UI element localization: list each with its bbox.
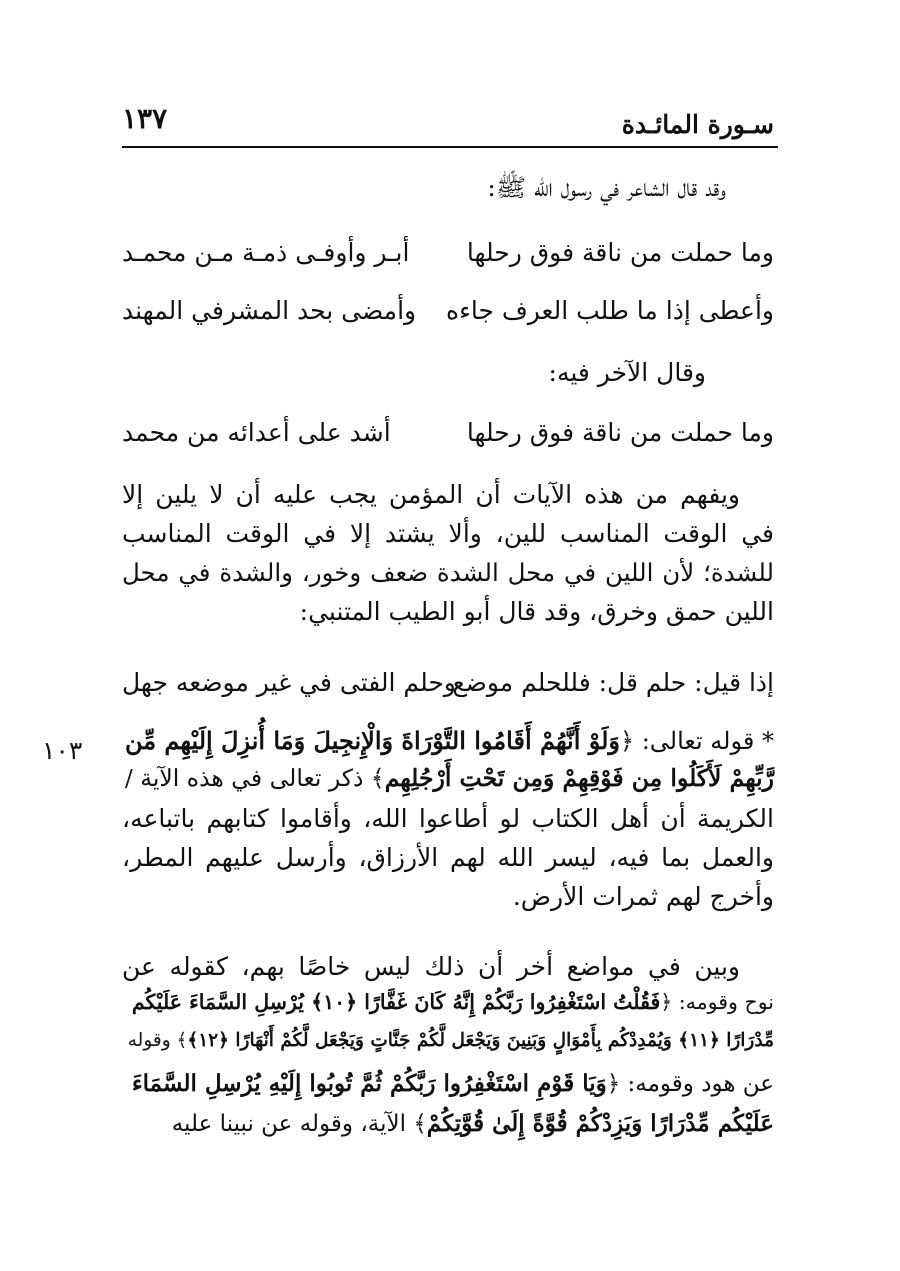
paragraph-line: ويفهم من هذه الآيات أن المؤمن يجب عليه أن لا يلين إلا (122, 480, 740, 509)
surah-title: سـورة المائـدة (621, 110, 774, 139)
commentary-text: نوح وقومه: ﴿ (660, 990, 774, 1014)
quran-verse-text: عَلَيْكُم مِّدْرَارًا وَيَزِدْكُمْ قُوَّةً إِلَىٰ قُوَّتِكُمْ (426, 1110, 774, 1137)
poem-intro-1-text: وقد قال الشاعر في رسول الله ﷺ: (487, 173, 726, 202)
paragraph-line: الكريمة أن أهل الكتاب لو أطاعوا الله، وأقاموا كتابهم باتباعه، (122, 804, 774, 833)
verse-first-hemistich: وما حملت من ناقة فوق رحلها (466, 418, 774, 447)
verse-row (122, 296, 774, 330)
page-number: ١٣٧ (122, 102, 168, 135)
quran-verse-text: وَيَا قَوْمِ اسْتَغْفِرُوا رَبَّكُمْ ثُمَّ تُوبُوا إِلَيْهِ يُرْسِلِ السَّمَاءَ (131, 1070, 607, 1097)
paragraph-2 (122, 726, 774, 926)
paragraph-line: وأخرج لهم ثمرات الأرض. (512, 882, 774, 911)
header-rule (122, 146, 778, 148)
paragraph-line (122, 1110, 774, 1137)
paragraph-line: اللين حمق وخرق، وقد قال أبو الطيب المتنبي: (299, 597, 774, 626)
quran-verse-text: مِّدْرَارًا ﴿١١﴾ وَيُمْدِدْكُم بِأَمْوَالٍ وَبَنِينَ وَيَجْعَل لَّكُمْ جَنَّاتٍ وَيَجْعَل لَّكُمْ أَنْهَارًا ﴿١٢﴾ (187, 1030, 774, 1051)
paragraph-line: في الوقت المناسب للين، وألا يشتد إلا في الوقت المناسب (122, 519, 774, 548)
quran-verse-text: وَلَوْ أَنَّهُمْ أَقَامُوا التَّوْرَاةَ وَالْإِنجِيلَ وَمَا أُنزِلَ إِلَيْهِم مِّن (124, 726, 621, 755)
paragraph-3 (122, 952, 774, 1172)
verse-row (122, 668, 774, 702)
commentary-text: ﴾ وقوله (127, 1030, 188, 1051)
verse-second-hemistich: وأمضى بحد المشرفي المهند (122, 296, 417, 325)
verse-second-hemistich: أبـر وأوفـى ذمـة مـن محمـد (122, 238, 410, 267)
commentary-text: ﴾ الآية، وقوله عن نبينا عليه (171, 1111, 427, 1137)
paragraph-line: وبين في مواضع أخر أن ذلك ليس خاصًا بهم، كقوله عن (122, 952, 740, 981)
verse-first-hemistich: وما حملت من ناقة فوق رحلها (466, 238, 774, 267)
paragraph-line (122, 726, 774, 755)
paragraph-line: والعمل بما فيه، ليسر الله لهم الأرزاق، وأرسل عليهم المطر، (122, 843, 774, 872)
commentary-text: عن هود وقومه: ﴿ (606, 1071, 774, 1097)
quran-verse-text: فَقُلْتُ اسْتَغْفِرُوا رَبَّكُمْ إِنَّهُ كَانَ غَفَّارًا ﴿١٠﴾ يُرْسِلِ السَّمَاءَ عَلَيْكُم (131, 990, 661, 1014)
paragraph-1 (122, 480, 774, 640)
paragraph-line (122, 990, 774, 1014)
paragraph-line (122, 1030, 774, 1051)
poem-intro-1 (122, 172, 774, 206)
commentary-text: * قوله تعالى: ﴿ (620, 727, 774, 755)
paragraph-line: للشدة؛ لأن اللين في محل الشدة ضعف وخور، والشدة في محل (122, 558, 774, 587)
verse-second-hemistich: وحلم الفتى في غير موضعه جهل (122, 668, 456, 697)
paragraph-line (122, 1070, 774, 1097)
commentary-text: ﴾ ذكر تعالى في هذه الآية / (124, 764, 385, 792)
verse-row (122, 418, 774, 452)
poem-intro-2-text: وقال الآخر فيه: (548, 358, 706, 387)
quran-verse-text: رَّبِّهِمْ لَأَكَلُوا مِن فَوْقِهِمْ وَمِن تَحْتِ أَرْجُلِهِم (384, 764, 774, 792)
paragraph-line (122, 764, 774, 792)
margin-page-reference: ١٠٣ (42, 736, 83, 765)
verse-first-hemistich: إذا قيل: حلم قل: فللحلم موضع (452, 668, 774, 697)
poem-intro-2 (122, 358, 774, 392)
verse-first-hemistich: وأعطى إذا ما طلب العرف جاءه (445, 296, 774, 325)
verse-row (122, 238, 774, 272)
verse-second-hemistich: أشد على أعدائه من محمد (122, 418, 391, 447)
